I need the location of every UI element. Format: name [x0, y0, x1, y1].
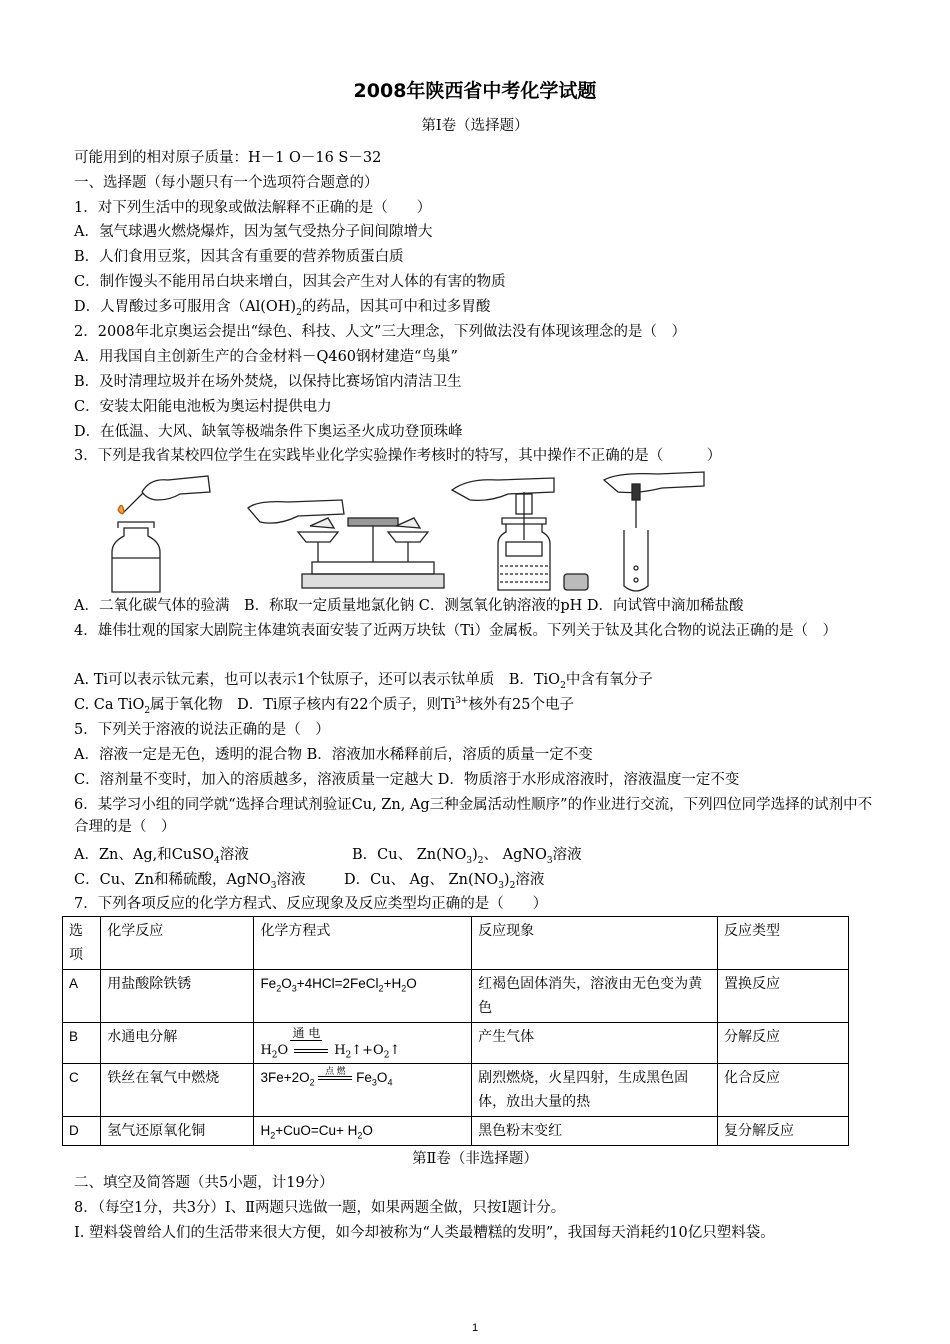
q1-option-c: C．制作馒头不能用吊白块来增白，因其会产生对人体的有害的物质: [74, 274, 506, 290]
atomic-masses: 可能用到的相对原子质量：H－1 O－16 S－32: [74, 150, 382, 166]
co2-test-figure: [112, 476, 210, 592]
q6-option-b: B．Cu、 $Zn(NO_3)_2$、 AgNO$_3$溶液: [352, 847, 582, 866]
row-type: 置换反应: [717, 970, 848, 1023]
q2-option-a: A．用我国自主创新生产的合金材料－Q460钢材建造“鸟巢”: [74, 349, 458, 365]
page-title: 2008年陕西省中考化学试题: [353, 80, 597, 102]
row-reaction: 用盐酸除铁锈: [101, 970, 254, 1023]
table-row: [63, 970, 849, 1023]
row-reaction: 水通电分解: [101, 1023, 254, 1064]
page-number: 1: [471, 1322, 479, 1334]
row-reaction: 氢气还原氧化铜: [101, 1117, 254, 1146]
row-type: 化合反应: [717, 1064, 848, 1117]
row-equation: $3Fe+2O_2$ 点 燃 $Fe_3O_4$: [254, 1064, 472, 1117]
row-equation: $H_2+CuO=Cu+ H_2O$: [254, 1117, 472, 1146]
row-option: A: [63, 970, 101, 1023]
row-type: 复分解反应: [717, 1117, 848, 1146]
header-type: 反应类型: [717, 917, 848, 970]
q2-stem: 2．2008年北京奥运会提出“绿色、科技、人文”三大理念，下列做法没有体现该理念的是（ ）: [74, 324, 686, 340]
electrolysis-condition: 通 电: [292, 1026, 321, 1040]
q5-options-ab: A．溶液一定是无色，透明的混合物 B．溶液加水稀释前后，溶质的质量一定不变: [74, 747, 593, 763]
ph-test-figure: [452, 478, 588, 590]
q6-stem: 6．某学习小组的同学就“选择合理试剂验证Cu, Zn, Ag三种金属活动性顺序”的作业进行交流，下列四位同学选择的试剂中不合理的是（ ）: [74, 797, 873, 835]
q5-options-cd: C．溶剂量不变时，加入的溶质越多，溶液质量一定越大 D．物质溶于水形成溶液时，溶液温度一定不变: [74, 772, 740, 788]
q3-options: A．二氧化碳气体的验满 B．称取一定质量地氯化钠 C．测氢氧化钠溶液的pH D．向试管中滴加稀盐酸: [74, 598, 744, 614]
q4-options-ab: A. Ti可以表示钛元素，也可以表示1个钛原子，还可以表示钛单质 B．TiO$_2$中含有氧分子: [74, 672, 653, 691]
row-phenomenon: 黑色粉末变红: [472, 1117, 718, 1146]
q7-stem: 7．下列各项反应的化学方程式、反应现象及反应类型均正确的是（ ）: [74, 896, 548, 912]
part2-title: 第Ⅱ卷（非选择题）: [412, 1151, 538, 1167]
q2-option-c: C．安装太阳能电池板为奥运村提供电力: [74, 399, 332, 415]
row-option: C: [63, 1064, 101, 1117]
q4-stem: 4．雄伟壮观的国家大剧院主体建筑表面安装了近两万块钛（Ti）金属板。下列关于钛及其化合物的说法正确的是（ ）: [74, 623, 838, 639]
q3-stem: 3．下列是我省某校四位学生在实践毕业化学实验操作考核时的特写，其中操作不正确的是（ ）: [74, 448, 722, 464]
q6-option-a: A．Zn、Ag,和CuSO$_4$溶液: [74, 847, 249, 866]
table-row: [63, 1064, 849, 1117]
q6-option-d: D．Cu、 Ag、 $Zn(NO_3)_2$溶液: [344, 872, 545, 891]
header-option: 选项: [63, 917, 101, 970]
q2-option-b: B．及时清理垃圾并在场外焚烧，以保持比赛场馆内清洁卫生: [74, 374, 462, 390]
row-equation: $Fe_2O_3+4HCl=2FeCl_2+H_2O$: [254, 970, 472, 1023]
q8-stem: 8．（每空1分，共3分）Ⅰ、Ⅱ两题只选做一题，如果两题全做，只按Ⅰ题计分。: [74, 1200, 566, 1216]
q1-option-b: B．人们食用豆浆，因其含有重要的营养物质蛋白质: [74, 249, 404, 265]
row-type: 分解反应: [717, 1023, 848, 1064]
row-phenomenon: 剧烈燃烧，火星四射，生成黑色固体，放出大量的热: [472, 1064, 718, 1117]
header-equation: 化学方程式: [254, 917, 472, 970]
row-phenomenon: 产生气体: [472, 1023, 718, 1064]
dropper-figure: [604, 472, 704, 591]
balance-figure: [248, 500, 444, 588]
row-equation: 通 电 $H_2O$ $H_2↑+O_2↑$: [254, 1023, 472, 1064]
ignition-condition: 点 燃: [318, 1066, 352, 1077]
q1-option-a: A．氢气球遇火燃烧爆炸，因为氢气受热分子间间隙增大: [74, 224, 433, 240]
row-reaction: 铁丝在氧气中燃烧: [101, 1064, 254, 1117]
q4-options-cd: C. Ca TiO$_2$属于氧化物 D．Ti原子核内有22个质子，则$Ti^{3+}$核外有25个电子: [74, 696, 575, 716]
section1-heading: 一、选择题（每小题只有一个选项符合题意的）: [74, 175, 379, 191]
row-option: B: [63, 1023, 101, 1064]
q3-experiment-figures: [98, 470, 718, 594]
table-row: [63, 1117, 849, 1146]
row-phenomenon: 红褐色固体消失，溶液由无色变为黄色: [472, 970, 718, 1023]
header-reaction: 化学反应: [101, 917, 254, 970]
q1-option-d: D．人胃酸过多可服用含（$Al(OH)_2$的药品，因其可中和过多胃酸: [74, 299, 491, 318]
table-header-row: [63, 917, 849, 970]
table-row: [63, 1023, 849, 1064]
header-phenomenon: 反应现象: [472, 917, 718, 970]
q6-option-c: C．Cu、Zn和稀硫酸，AgNO$_3$溶液: [74, 872, 306, 891]
row-option: D: [63, 1117, 101, 1146]
q8-part-i: Ⅰ. 塑料袋曾给人们的生活带来很大方便，如今却被称为“人类最糟糕的发明”，我国每天消耗约10亿只塑料袋。: [74, 1225, 775, 1241]
reaction-table: [62, 916, 849, 1146]
section2-heading: 二、填空及简答题（共5小题，计19分）: [74, 1175, 334, 1191]
q2-option-d: D．在低温、大风、缺氧等极端条件下奥运圣火成功登顶珠峰: [74, 424, 463, 440]
q5-stem: 5．下列关于溶液的说法正确的是（ ）: [74, 722, 330, 738]
q1-stem: 1．对下列生活中的现象或做法解释不正确的是（ ）: [74, 200, 432, 216]
part1-title: 第Ⅰ卷（选择题）: [421, 118, 529, 134]
